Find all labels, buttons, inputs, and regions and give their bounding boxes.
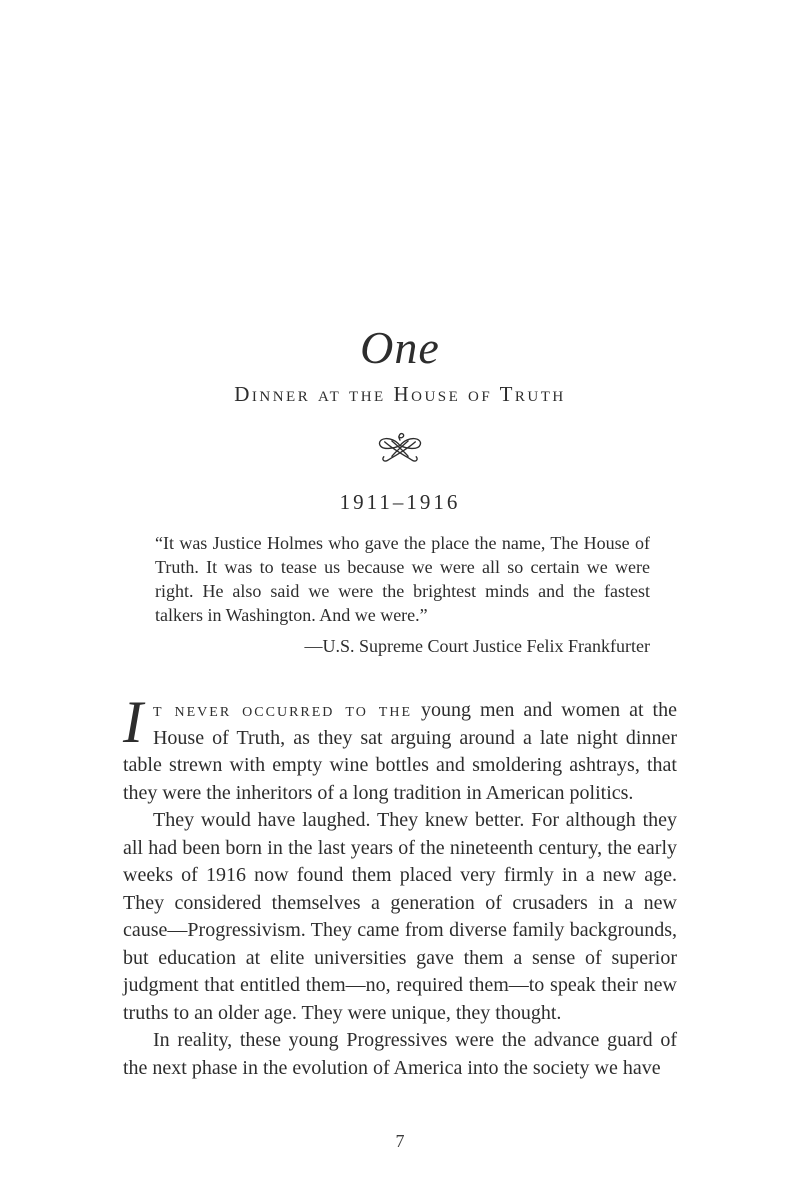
drop-cap: I [123, 689, 143, 755]
chapter-head [0, 322, 800, 515]
epigraph [155, 531, 650, 658]
fleuron-ornament-icon [373, 456, 427, 473]
page-number: 7 [395, 1131, 405, 1151]
body-text [123, 689, 677, 1082]
epigraph-attribution: —U.S. Supreme Court Justice Felix Frankfurter [304, 636, 650, 656]
paragraph-2: They would have laughed. They knew better. For although they all had been born in the last years of the nineteenth century, the early weeks of 1916 now found them placed very firmly in a new age. They considered themselves a generation of crusaders in a new cause—Progressivism. They came from diverse family backgrounds, but education at elite universities gave them a sense of superior judgment that entitled them—no, required them—to speak their new truths to an older age. They were unique, they thought. [123, 809, 677, 1024]
opening-small-caps: t never occurred to the [152, 699, 413, 721]
paragraph-3: In reality, these young Progressives were the advance guard of the next phase in the evolution of America into the society we have [123, 1029, 677, 1079]
paragraph-opening-rest: young men and women at the House of Truth, as they sat arguing around a late night dinner table strewn with empty wine bottles and smoldering ashtrays, that they were the inheritors of a long tradition in American politics. [123, 699, 677, 804]
chapter-number: One [360, 322, 440, 373]
epigraph-quote: “It was Justice Holmes who gave the place the name, The House of Truth. It was to tease us because we were all so certain we were right. He also said we were the brightest minds and the fastest talkers in Washington. And we were.” [155, 533, 650, 625]
chapter-date-range: 1911–1916 [339, 490, 461, 515]
paragraph-opening [123, 689, 677, 807]
ornament-wrap [0, 431, 800, 469]
chapter-title: Dinner at the House of Truth [234, 381, 566, 406]
